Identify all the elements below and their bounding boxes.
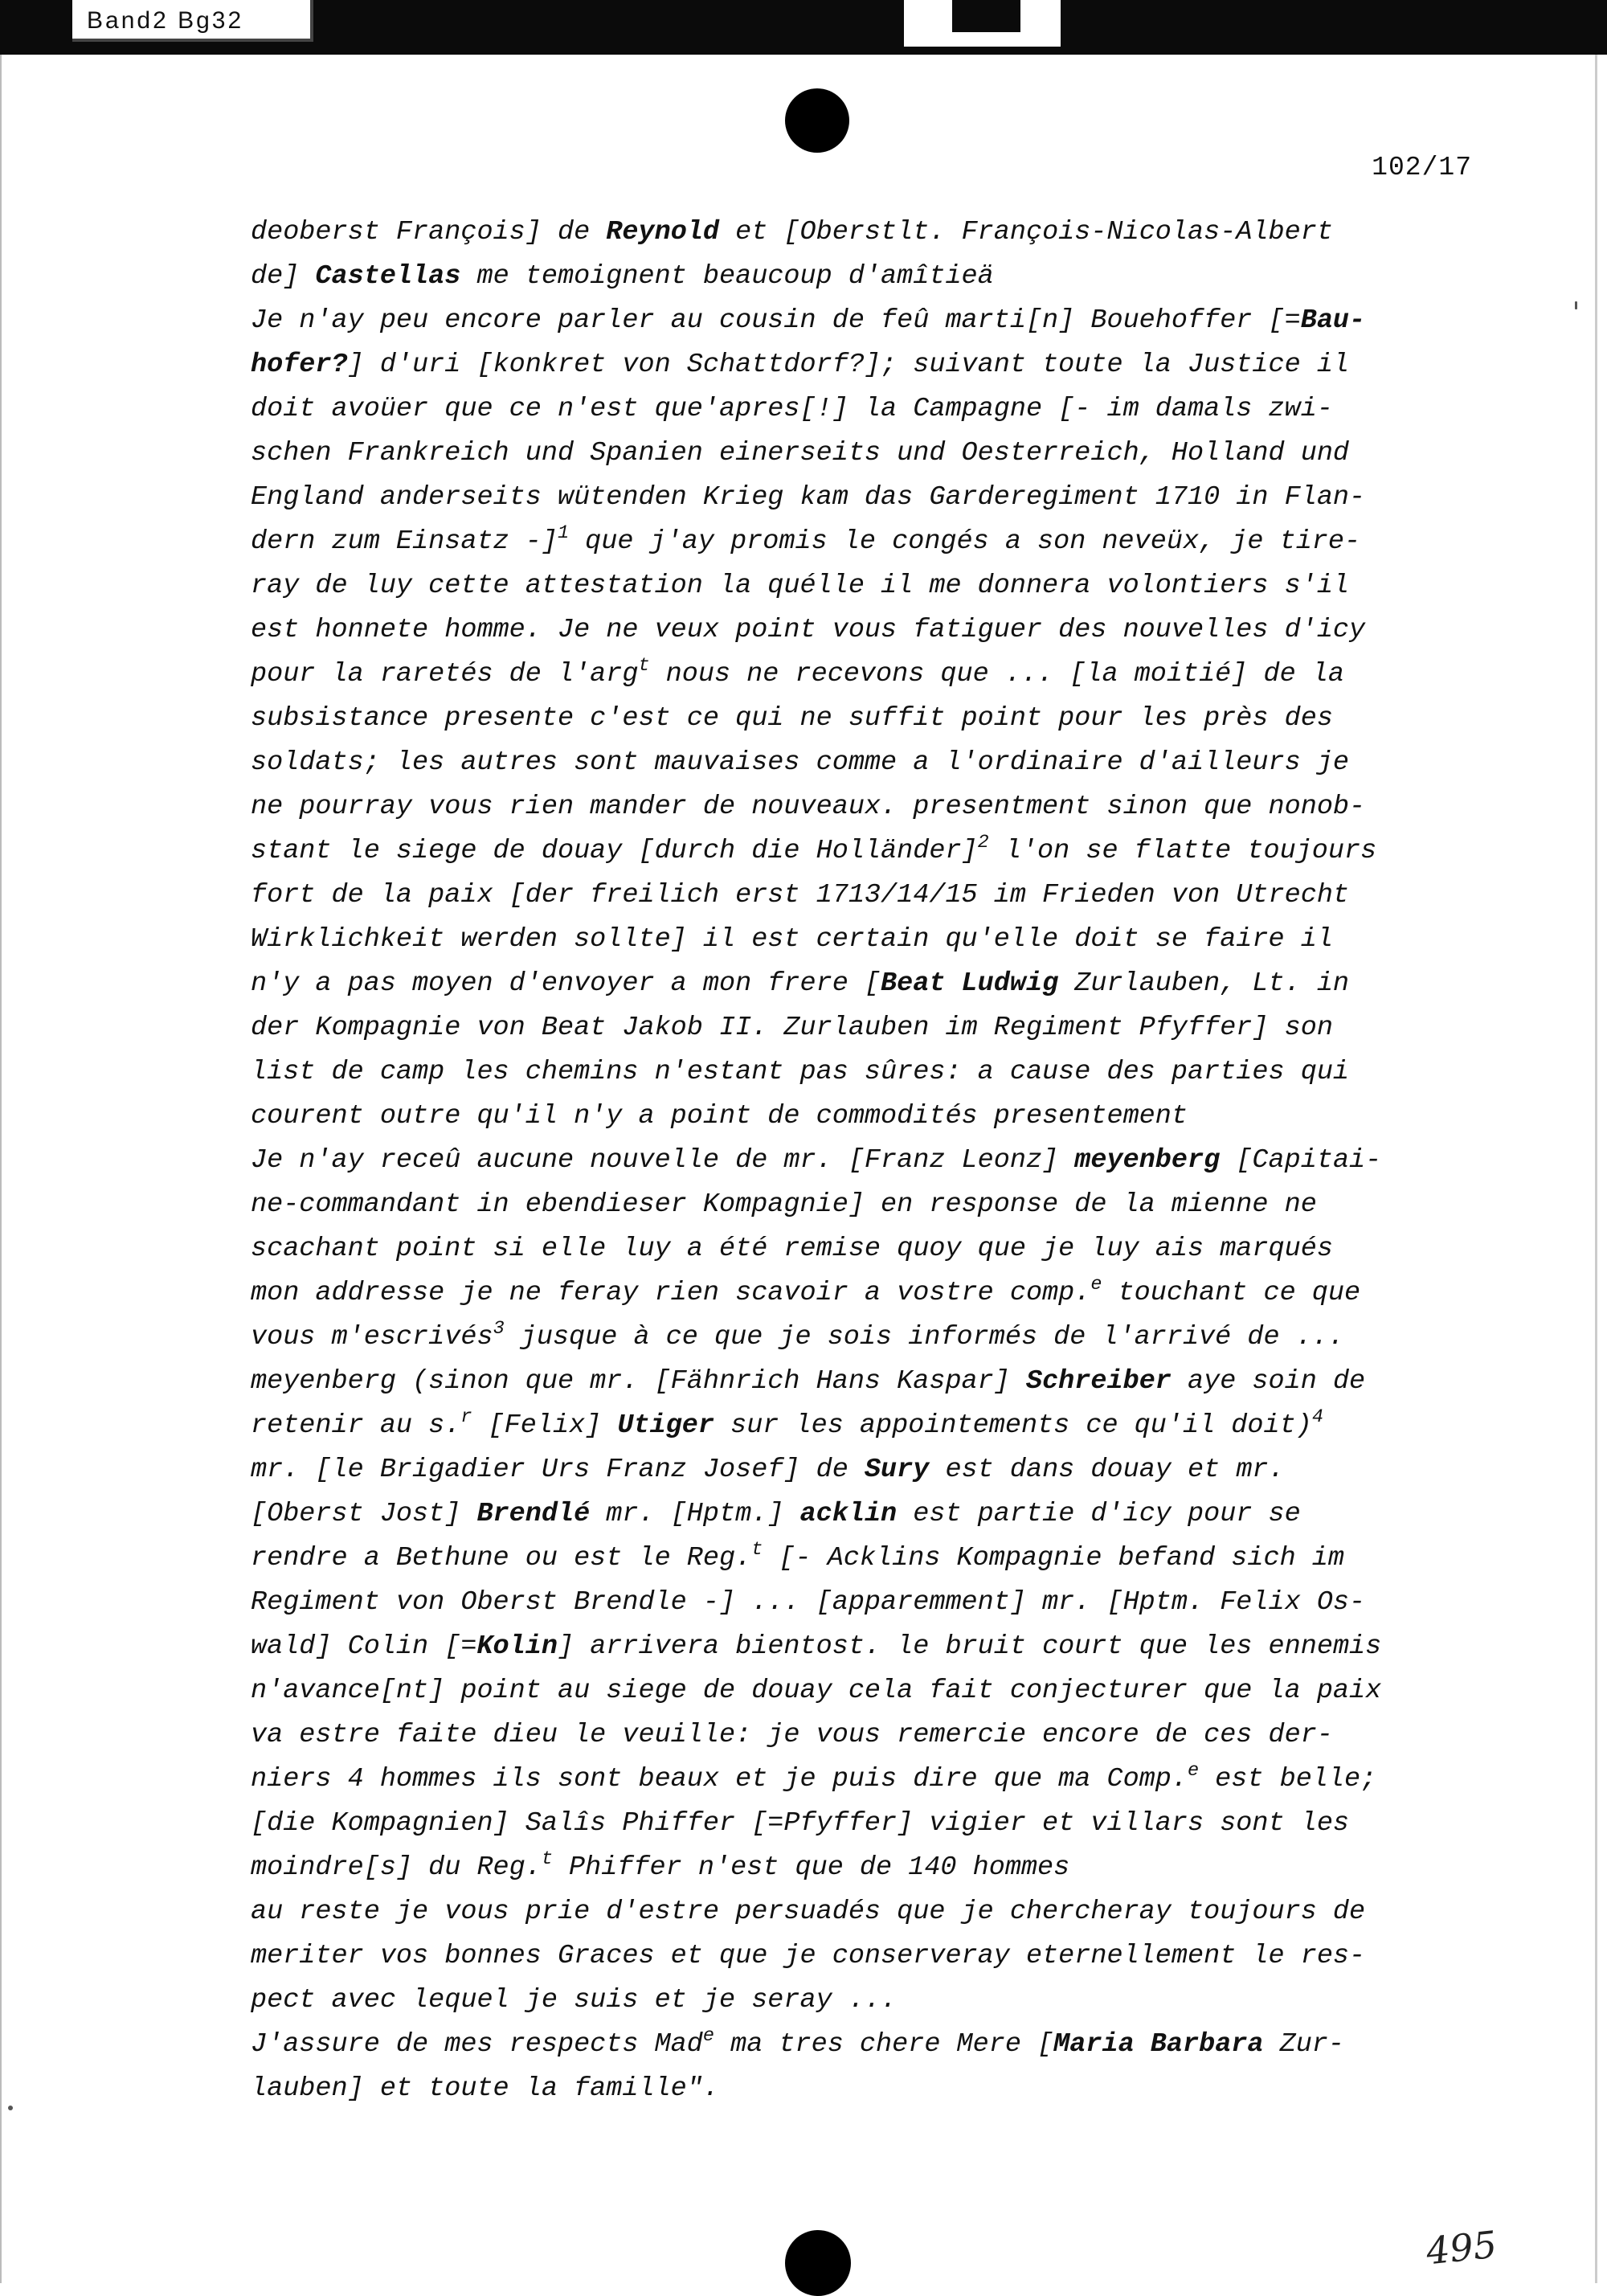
text-line xyxy=(251,1802,1456,1846)
superscript: e xyxy=(1090,1274,1102,1296)
text-run: que j'ay promis le congés a son neveüx, je tire- xyxy=(569,526,1361,557)
text-run: et [Oberstlt. François-Nicolas-Albert xyxy=(719,217,1333,248)
text-run: ] arrivera bientost. le bruit court que les ennemis xyxy=(557,1631,1382,1662)
text-run: jusque à ce que je sois informés de l'arrivé de ... xyxy=(504,1322,1345,1353)
bold-name: Sury xyxy=(864,1455,930,1485)
text-line xyxy=(251,874,1456,918)
text-run: meriter vos bonnes Graces et que je conserveray eternellement le res- xyxy=(251,1941,1366,1971)
text-line xyxy=(251,476,1456,520)
text-run: [Oberst Jost] xyxy=(251,1499,477,1529)
text-run: ne pourray vous rien mander de nouveaux. presentment sinon que nonob- xyxy=(251,792,1366,822)
text-line xyxy=(251,1360,1456,1404)
text-line xyxy=(251,1846,1456,1890)
scan-left-edge xyxy=(0,55,2,2283)
text-run: dern zum Einsatz -] xyxy=(251,526,558,557)
bold-name: Beat Ludwig xyxy=(881,968,1059,999)
text-run: retenir au s. xyxy=(251,1410,461,1441)
text-line xyxy=(251,1581,1456,1625)
margin-mark xyxy=(8,2106,13,2110)
superscript: t xyxy=(751,1539,763,1561)
text-line xyxy=(251,1271,1456,1316)
punch-hole-top xyxy=(785,88,849,153)
text-line xyxy=(251,697,1456,741)
scan-right-edge xyxy=(1595,55,1597,2283)
text-run: Phiffer n'est que de 140 hommes xyxy=(552,1852,1070,1883)
text-run: Wirklichkeit werden sollte] il est certain qu'elle doit se faire il xyxy=(251,924,1333,955)
page-number: 102/17 xyxy=(1372,153,1472,182)
text-line xyxy=(251,1095,1456,1139)
bold-name: Kolin xyxy=(476,1631,558,1662)
text-run: touchant ce que xyxy=(1102,1278,1361,1308)
text-run: Regiment von Oberst Brendle -] ... [apparemment] mr. [Hptm. Felix Os- xyxy=(251,1587,1366,1618)
text-run: stant le siege de douay [durch die Holländer] xyxy=(251,836,978,866)
bold-name: Reynold xyxy=(606,217,720,248)
text-run: J'assure de mes respects Mad xyxy=(251,2029,703,2060)
text-run: n'avance[nt] point au siege de douay cela fait conjecturer que la paix xyxy=(251,1676,1382,1706)
text-run: England anderseits wütenden Krieg kam das Garderegiment 1710 in Flan- xyxy=(251,482,1366,513)
text-run: ne-commandant in ebendieser Kompagnie] en response de la mienne ne xyxy=(251,1189,1317,1220)
bold-name: Castellas xyxy=(315,261,461,292)
text-run: soldats; les autres sont mauvaises comme a l'ordinaire d'ailleurs je xyxy=(251,747,1350,778)
text-run: [- Acklins Kompagnie befand sich im xyxy=(763,1543,1344,1574)
band-label-tab: Band2 Bg32 xyxy=(72,0,313,42)
text-run: l'on se flatte toujours xyxy=(988,836,1377,866)
text-line xyxy=(251,255,1456,299)
text-line xyxy=(251,1758,1456,1802)
text-run: vous m'escrivés xyxy=(251,1322,493,1353)
text-line xyxy=(251,343,1456,387)
text-run: wald] Colin [= xyxy=(251,1631,477,1662)
text-run: fort de la paix [der freilich erst 1713/14/15 im Frieden von Utrecht xyxy=(251,880,1350,911)
text-line xyxy=(251,432,1456,476)
text-run: sur les appointements ce qu'il doit) xyxy=(714,1410,1312,1441)
text-run: ma tres chere Mere [ xyxy=(714,2029,1054,2060)
superscript: e xyxy=(1188,1760,1200,1782)
text-run: scachant point si elle luy a été remise quoy que je luy ais marqués xyxy=(251,1234,1333,1264)
text-line xyxy=(251,1979,1456,2023)
text-line xyxy=(251,1006,1456,1050)
text-line xyxy=(251,1050,1456,1095)
text-run: mr. [le Brigadier Urs Franz Josef] de xyxy=(251,1455,865,1485)
text-run: Je n'ay peu encore parler au cousin de feû marti[n] Bouehoffer [= xyxy=(251,305,1301,336)
text-run: subsistance presente c'est ce qui ne suffit point pour les près des xyxy=(251,703,1333,734)
text-run: Zur- xyxy=(1263,2029,1345,2060)
text-run: me temoignent beaucoup d'amîtieä xyxy=(460,261,994,292)
bold-name: Utiger xyxy=(617,1410,714,1441)
text-run: mon addresse je ne feray rien scavoir a vostre comp. xyxy=(251,1278,1091,1308)
text-line xyxy=(251,520,1456,564)
text-run: deoberst François] de xyxy=(251,217,607,248)
text-line xyxy=(251,1316,1456,1360)
text-line xyxy=(251,653,1456,697)
text-line xyxy=(251,564,1456,608)
text-run: courent outre qu'il n'y a point de commodités presentement xyxy=(251,1101,1188,1132)
text-run: nous ne recevons que ... [la moitié] de la xyxy=(649,659,1345,690)
text-line xyxy=(251,1713,1456,1758)
superscript: t xyxy=(638,655,650,677)
punch-hole-bottom xyxy=(785,2230,851,2296)
bold-name: Schreiber xyxy=(1025,1366,1172,1397)
superscript: r xyxy=(460,1406,472,1429)
text-run: Zurlauben, Lt. in xyxy=(1058,968,1350,999)
bold-name: Bau- xyxy=(1300,305,1366,336)
text-line xyxy=(251,1183,1456,1227)
text-line xyxy=(251,785,1456,829)
text-run: rendre a Bethune ou est le Reg. xyxy=(251,1543,752,1574)
bold-name: hofer? xyxy=(251,350,348,380)
text-run: va estre faite dieu le veuille: je vous remercie encore de ces der- xyxy=(251,1720,1333,1750)
text-run: schen Frankreich und Spanien einerseits und Oesterreich, Holland und xyxy=(251,438,1350,469)
handwritten-page-number: 495 xyxy=(1424,2222,1499,2273)
text-line xyxy=(251,211,1456,255)
superscript: 3 xyxy=(493,1318,505,1340)
text-run: lauben] et toute la famille". xyxy=(251,2073,719,2104)
letter-body-text xyxy=(251,211,1456,2111)
text-line xyxy=(251,608,1456,653)
bold-name: meyenberg xyxy=(1074,1145,1221,1176)
text-line xyxy=(251,1669,1456,1713)
bold-name: Maria Barbara xyxy=(1053,2029,1264,2060)
text-run: [die Kompagnien] Salîs Phiffer [=Pfyffer] vigier et villars sont les xyxy=(251,1808,1350,1839)
text-run: [Capitai- xyxy=(1220,1145,1382,1176)
text-line xyxy=(251,1890,1456,1934)
text-run: aye soin de xyxy=(1171,1366,1366,1397)
text-run: moindre[s] du Reg. xyxy=(251,1852,542,1883)
text-run: est dans douay et mr. xyxy=(929,1455,1285,1485)
text-run: [Felix] xyxy=(472,1410,618,1441)
scan-top-gap-block xyxy=(952,0,1020,32)
text-line xyxy=(251,1625,1456,1669)
text-run: au reste je vous prie d'estre persuadés que je chercheray toujours de xyxy=(251,1897,1366,1927)
text-line xyxy=(251,1492,1456,1537)
text-line xyxy=(251,1537,1456,1581)
text-run: Je n'ay receû aucune nouvelle de mr. [Franz Leonz] xyxy=(251,1145,1075,1176)
text-run: est honnete homme. Je ne veux point vous fatiguer des nouvelles d'icy xyxy=(251,615,1366,645)
text-line xyxy=(251,918,1456,962)
text-run: niers 4 hommes ils sont beaux et je puis dire que ma Comp. xyxy=(251,1764,1188,1795)
text-run: pour la raretés de l'arg xyxy=(251,659,639,690)
superscript: 1 xyxy=(557,522,570,545)
bold-name: Brendlé xyxy=(476,1499,591,1529)
text-run: list de camp les chemins n'estant pas sûres: a cause des parties qui xyxy=(251,1057,1350,1087)
superscript: 4 xyxy=(1311,1406,1323,1429)
text-line xyxy=(251,387,1456,432)
text-line xyxy=(251,1404,1456,1448)
text-run: mr. [Hptm.] xyxy=(590,1499,800,1529)
text-run: n'y a pas moyen d'envoyer a mon frere [ xyxy=(251,968,881,999)
text-run: est partie d'icy pour se xyxy=(897,1499,1301,1529)
text-run: pect avec lequel je suis et je seray ... xyxy=(251,1985,898,2016)
text-line xyxy=(251,1139,1456,1183)
text-run: der Kompagnie von Beat Jakob II. Zurlauben im Regiment Pfyffer] son xyxy=(251,1013,1333,1043)
text-line xyxy=(251,299,1456,343)
superscript: 2 xyxy=(977,832,989,854)
text-line xyxy=(251,2023,1456,2067)
text-line xyxy=(251,1227,1456,1271)
text-run: ray de luy cette attestation la quélle il me donnera volontiers s'il xyxy=(251,571,1350,601)
text-run: ] d'uri [konkret von Schattdorf?]; suivant toute la Justice il xyxy=(347,350,1350,380)
text-line xyxy=(251,1448,1456,1492)
superscript: e xyxy=(702,2025,714,2048)
text-run: de] xyxy=(251,261,316,292)
text-run: doit avoüer que ce n'est que'apres[!] la Campagne [- im damals zwi- xyxy=(251,394,1333,424)
text-run: meyenberg (sinon que mr. [Fähnrich Hans Kaspar] xyxy=(251,1366,1026,1397)
text-line xyxy=(251,741,1456,785)
text-line xyxy=(251,829,1456,874)
text-line xyxy=(251,2067,1456,2111)
bold-name: acklin xyxy=(799,1499,898,1529)
superscript: t xyxy=(541,1848,553,1871)
text-line xyxy=(251,962,1456,1006)
text-line xyxy=(251,1934,1456,1979)
margin-mark xyxy=(1575,301,1577,309)
text-run: est belle; xyxy=(1199,1764,1377,1795)
